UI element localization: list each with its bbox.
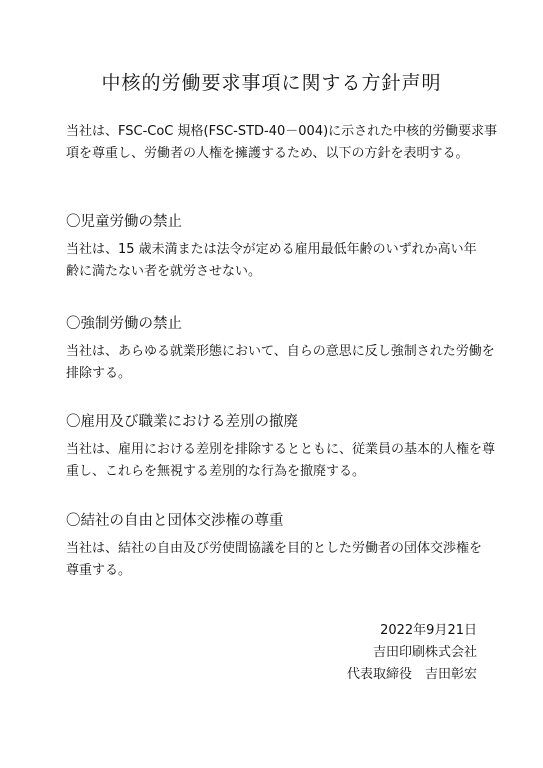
signature-company: 吉田印刷株式会社 bbox=[372, 645, 477, 660]
section-line: 尊重する。 bbox=[66, 563, 132, 578]
section-line: 当社は、あらゆる就業形態において、自らの意思に反し強制された労働を bbox=[66, 344, 495, 359]
section-heading-discrimination: 〇雇用及び職業における差別の撤廃 bbox=[66, 414, 298, 430]
intro-line: 項を尊重し、労働者の人権を擁護するため、以下の方針を表明する。 bbox=[66, 146, 469, 161]
signature-block bbox=[347, 620, 477, 686]
section-line: 齢に満たない者を就労させない。 bbox=[66, 264, 262, 279]
section-line: 当社は、結社の自由及び労使間協議を目的とした労働者の団体交渉権を bbox=[66, 541, 483, 556]
document-title: 中核的労働要求事項に関する方針声明 bbox=[101, 72, 442, 94]
section-body-forced-labor bbox=[66, 341, 495, 385]
signature-date: 2022年9月21日 bbox=[380, 623, 477, 638]
signature-representative: 代表取締役 吉田彰宏 bbox=[346, 667, 477, 682]
intro-paragraph bbox=[66, 121, 498, 165]
section-line: 当社は、15 歳未満または法令が定める雇用最低年齢のいずれか高い年 bbox=[66, 242, 477, 257]
section-heading-forced-labor: 〇強制労働の禁止 bbox=[66, 316, 182, 332]
section-body-discrimination bbox=[66, 439, 496, 483]
section-line: 当社は、雇用における差別を排除するとともに、従業員の基本的人権を尊 bbox=[66, 442, 496, 457]
section-body-child-labor bbox=[66, 239, 486, 283]
section-body-association bbox=[66, 538, 486, 582]
section-heading-child-labor: 〇児童労働の禁止 bbox=[66, 214, 182, 230]
section-line: 排除する。 bbox=[66, 366, 132, 381]
intro-line: 当社は、FSC-CoC 規格(FSC-STD-40－004)に示された中核的労働要求事 bbox=[66, 124, 498, 139]
section-line: 重し、これらを無視する差別的な行為を撤廃する。 bbox=[66, 464, 366, 479]
section-heading-association: 〇結社の自由と団体交渉権の尊重 bbox=[66, 513, 284, 529]
